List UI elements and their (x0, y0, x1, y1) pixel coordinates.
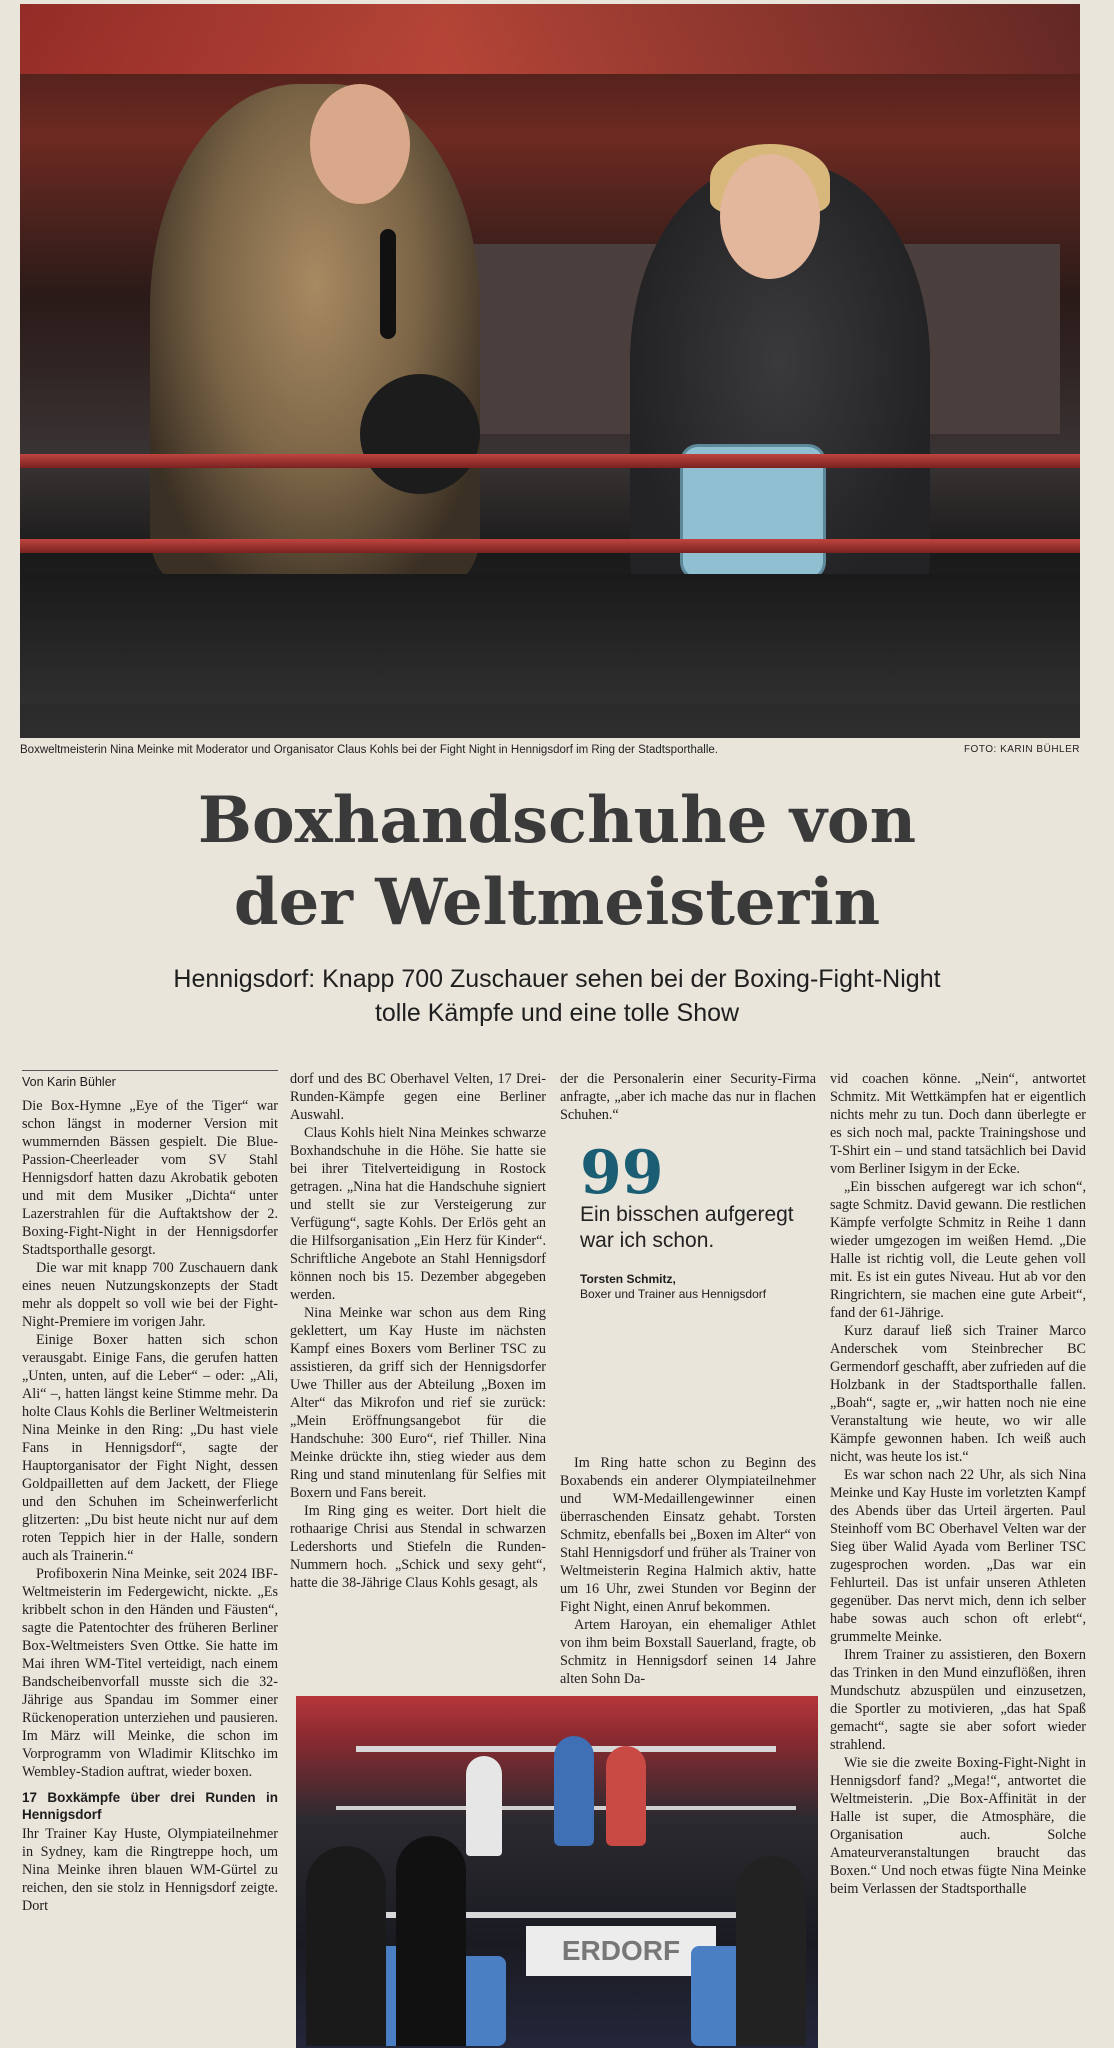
article-column-4 (830, 1070, 1086, 1898)
paragraph: Claus Kohls hielt Nina Meinkes schwarze Boxhandschuhe in die Höhe. Sie hatte sie bei ihrer Titelverteidigung in Rostock getragen. „Nina hat die Handschuhe signiert und stellt sie zur Versteigerung zur Verfügung“, sagte Kohls. Der Erlös geht an die Hilfsorganisation „Ein Herz für Kinder“. Schriftliche Angebote an Stahl Hennigsdorf können noch bis 15. Dezember abgegeben werden. (290, 1125, 546, 1303)
paragraph: Wie sie die zweite Boxing-Fight-Night in Hennigsdorf fand? „Mega!“, antwortet die Weltmeisterin. „Die Box-Affinität in der Halle ist super, die Atmosphäre, die Organisation auch. Solche Amateurveranstaltungen braucht das Boxen.“ Und noch etwas fügte Nina Meinke beim Verlassen der Stadtsporthalle (830, 1755, 1086, 1897)
moderator-head (310, 84, 410, 204)
hall-banner: ERDORF (526, 1926, 716, 1976)
paragraph: Profiboxerin Nina Meinke, seit 2024 IBF-Weltmeisterin im Federgewicht, nickte. „Es kribbelt schon in den Händen und Fäusten“, sagte die Patentochter des früheren Berliner Box-Weltmeisters Sven Ottke. Sie hatte im Mai ihren WM-Titel verteidigt, nach einem Bandscheibenvorfall musste sich die 32-Jährige aus Spandau im Sommer einer Rückenoperation unterziehen und pausieren. Im März will Meinke, die schon im Vorprogramm von Wladimir Klitschko im Wembley-Stadion auftrat, wieder boxen. (22, 1566, 278, 1780)
referee-figure (466, 1756, 502, 1856)
boxing-glove (360, 374, 480, 494)
stage-light (20, 4, 1080, 74)
paragraph: „Ein bisschen aufgeregt war ich schon“, sagte Schmitz. David gewann. Die restlichen Kämpfe verfolgte Schmitz in Reihe 1 dann wieder umgezogen im weißen Hemd. „Die Halle ist richtig voll, die Leute gehen voll mit. Es ist ein gutes Niveau. Hut ab vor den Ringrichtern, sie machen eine gute Arbeit“, fand der 61-Jährige. (830, 1179, 1086, 1321)
paragraph: dorf und des BC Oberhavel Velten, 17 Drei-Runden-Kämpfe gegen eine Berliner Auswahl. (290, 1071, 546, 1123)
main-photo (20, 4, 1080, 738)
paragraph: Im Ring hatte schon zu Beginn des Boxabends ein anderer Olympiateilnehmer und WM-Medaillengewinner einen überraschenden Einsatz gehabt. Torsten Schmitz, ebenfalls bei „Boxen im Alter“ von Stahl Hennigsdorf und früher als Trainer von Weltmeisterin Regina Halmich aktiv, hatte um 16 Uhr, zwei Stunden vor Beginn der Fight Night, einen Anruf bekommen. (560, 1455, 816, 1615)
paragraph: Artem Haroyan, ein ehemaliger Athlet von ihm beim Boxstall Sauerland, fragte, ob Schmitz in Hennigsdorf seinen 14 Jahre alten Sohn Da- (560, 1617, 816, 1687)
photo-caption (20, 744, 1080, 756)
subheadline-line-1: Hennigsdorf: Knapp 700 Zuschauer sehen bei der Boxing-Fight-Night (173, 965, 941, 993)
paragraph: der die Personalerin einer Security-Firma anfragte, „aber ich mache das nur in flachen Schuhen.“ (560, 1071, 816, 1123)
headline-line-2: der Weltmeisterin (233, 865, 881, 940)
boxer-red (606, 1746, 646, 1846)
quote-author: Torsten Schmitz, (580, 1272, 676, 1286)
paragraph: Einige Boxer hatten sich schon verausgabt. Einige Fans, die gerufen hatten „Unten, unten, auf die Leber“ – oder: „Ali, Ali“ –, hatten längst keine Stimme mehr. Da holte Claus Kohls die Berliner Weltmeisterin Nina Meinke in den Ring: „Du hast viele Fans in Hennigsdorf“, sagte der Hauptorganisator der Fight Night, dessen Goldpailletten auf dem Jackett, der Fliege und den Schuhen im Scheinwerferlicht glitzerten: „Du bist heute nicht nur auf dem roten Teppich hier in der Halle, sondern auch als Trainerin.“ (22, 1332, 278, 1564)
spectator (736, 1856, 806, 2046)
article-column-2 (290, 1070, 546, 1592)
quote-text: Ein bisschen aufgeregt war ich schon. (580, 1203, 794, 1252)
champion-head (720, 154, 820, 279)
article-column-1 (22, 1070, 278, 1915)
spectator (306, 1846, 386, 2046)
ring-apron (20, 574, 1080, 704)
paragraph: Ihrem Trainer zu assistieren, den Boxern das Trinken in den Mund einzuflößen, ihren Mundschutz abzuspülen und einzusetzen, die Sportler zu motivieren, „das hat Spaß gemacht“, sagte sie aber sofort wieder strahlend. (830, 1647, 1086, 1753)
ring-rope (20, 539, 1080, 553)
paragraph: Kurz darauf ließ sich Trainer Marco Anderschek vom Steinbrecher BC Germendorf geschafft, aber zufrieden auf die Holzbank in der Stadtsporthalle fallen. „Boah“, sagte er, „wir hatten noch nie eine Veranstaltung wie heute, wo wir alle Kämpfe gewonnen haben. Ich weiß auch nicht, was heute los ist.“ (830, 1323, 1086, 1465)
byline: Von Karin Bühler (22, 1070, 278, 1091)
ring-rope (20, 454, 1080, 468)
paragraph: Im Ring ging es weiter. Dort hielt die rothaarige Chrisi aus Stendal in schwarzen Ledershorts und Stiefeln die Runden-Nummern hoch. „Schick und sexy geht“, hatte die 38-Jährige Claus Kohls gesagt, als (290, 1503, 546, 1591)
spectator (396, 1836, 466, 2046)
subheadline (0, 962, 1114, 1030)
paragraph: Ihr Trainer Kay Huste, Olympiateilnehmer in Sydney, kam die Ringtreppe hoch, um Nina Meinke ihren blauen WM-Gürtel zu reichen, den sie stolz in Hennigsdorf zeigte. Dort (22, 1826, 278, 1914)
paragraph: Die Box-Hymne „Eye of the Tiger“ war schon längst in moderner Version mit wummernden Bässen gespielt. Die Blue-Passion-Cheerleader vom SV Stahl Hennigsdorf hatten dazu Akrobatik geboten und mit dem Musiker „Dichta“ unter Lazerstrahlen für die Auftaktshow der 2. Boxing-Fight-Night in der Hennigsdorfer Stadtsporthalle gesorgt. (22, 1098, 278, 1258)
photo-credit: FOTO: KARIN BÜHLER (963, 744, 1080, 755)
pull-quote (580, 1138, 810, 1302)
boxer-blue (554, 1736, 594, 1846)
headline-line-1: Boxhandschuhe von (197, 783, 917, 858)
subheadline-line-2: tolle Kämpfe und eine tolle Show (374, 999, 740, 1027)
fight-photo (296, 1696, 818, 2048)
microphone (380, 229, 396, 339)
paragraph: vid coachen könne. „Nein“, antwortet Schmitz. Mit Wettkämpfen hat er eigentlich nichts mehr zu tun. Doch dann überlegte er es sich noch mal, packte Trainingshose und T-Shirt ein – und stand tatsächlich bei David vom Berliner Isigym in der Ecke. (830, 1071, 1086, 1177)
paragraph: Nina Meinke war schon aus dem Ring geklettert, um Kay Huste im nächsten Kampf eines Boxers vom Berliner TSC zu assistieren, da griff sich der Hennigsdorfer Uwe Thiller aus der Abteilung „Boxen im Alter“ das Mikrofon und rief sie zurück: „Mein Eröffnungsangebot für die Handschuhe: 300 Euro“, rief Thiller. Nina Meinke drückte ihn, stieg wieder aus dem Ring und stand minutenlang für Selfies mit Boxern und Fans bereit. (290, 1305, 546, 1501)
caption-text: Boxweltmeisterin Nina Meinke mit Moderator und Organisator Claus Kohls bei der Fight Night in Hennigsdorf im Ring der Stadtsporthalle. (20, 744, 718, 756)
quote-mark-icon: 99 (580, 1138, 664, 1208)
section-subhead: 17 Boxkämpfe über drei Runden in Hennigsdorf (22, 1790, 278, 1822)
paragraph: Es war schon nach 22 Uhr, als sich Nina Meinke und Kay Huste im vorletzten Kampf des Abends über das Urteil ärgerten. Paul Steinhoff vom BC Oberhavel Velten war der Sieg über Walid Ayada vom Berliner TSC zugesprochen worden. „Das war ein Fehlurteil. Das ist unfair unseren Athleten gegenüber. Das nervt mich, denn ich selber habe sowas auch schon oft erlebt“, grummelte Meinke. (830, 1467, 1086, 1645)
quote-author-role: Boxer und Trainer aus Hennigsdorf (580, 1287, 767, 1301)
paragraph: Die war mit knapp 700 Zuschauern dank eines neuen Nutzungskonzepts der Stadt mehr als doppelt so voll wie bei der Fight-Night-Premiere im vorigen Jahr. (22, 1260, 278, 1330)
headline (0, 780, 1114, 944)
